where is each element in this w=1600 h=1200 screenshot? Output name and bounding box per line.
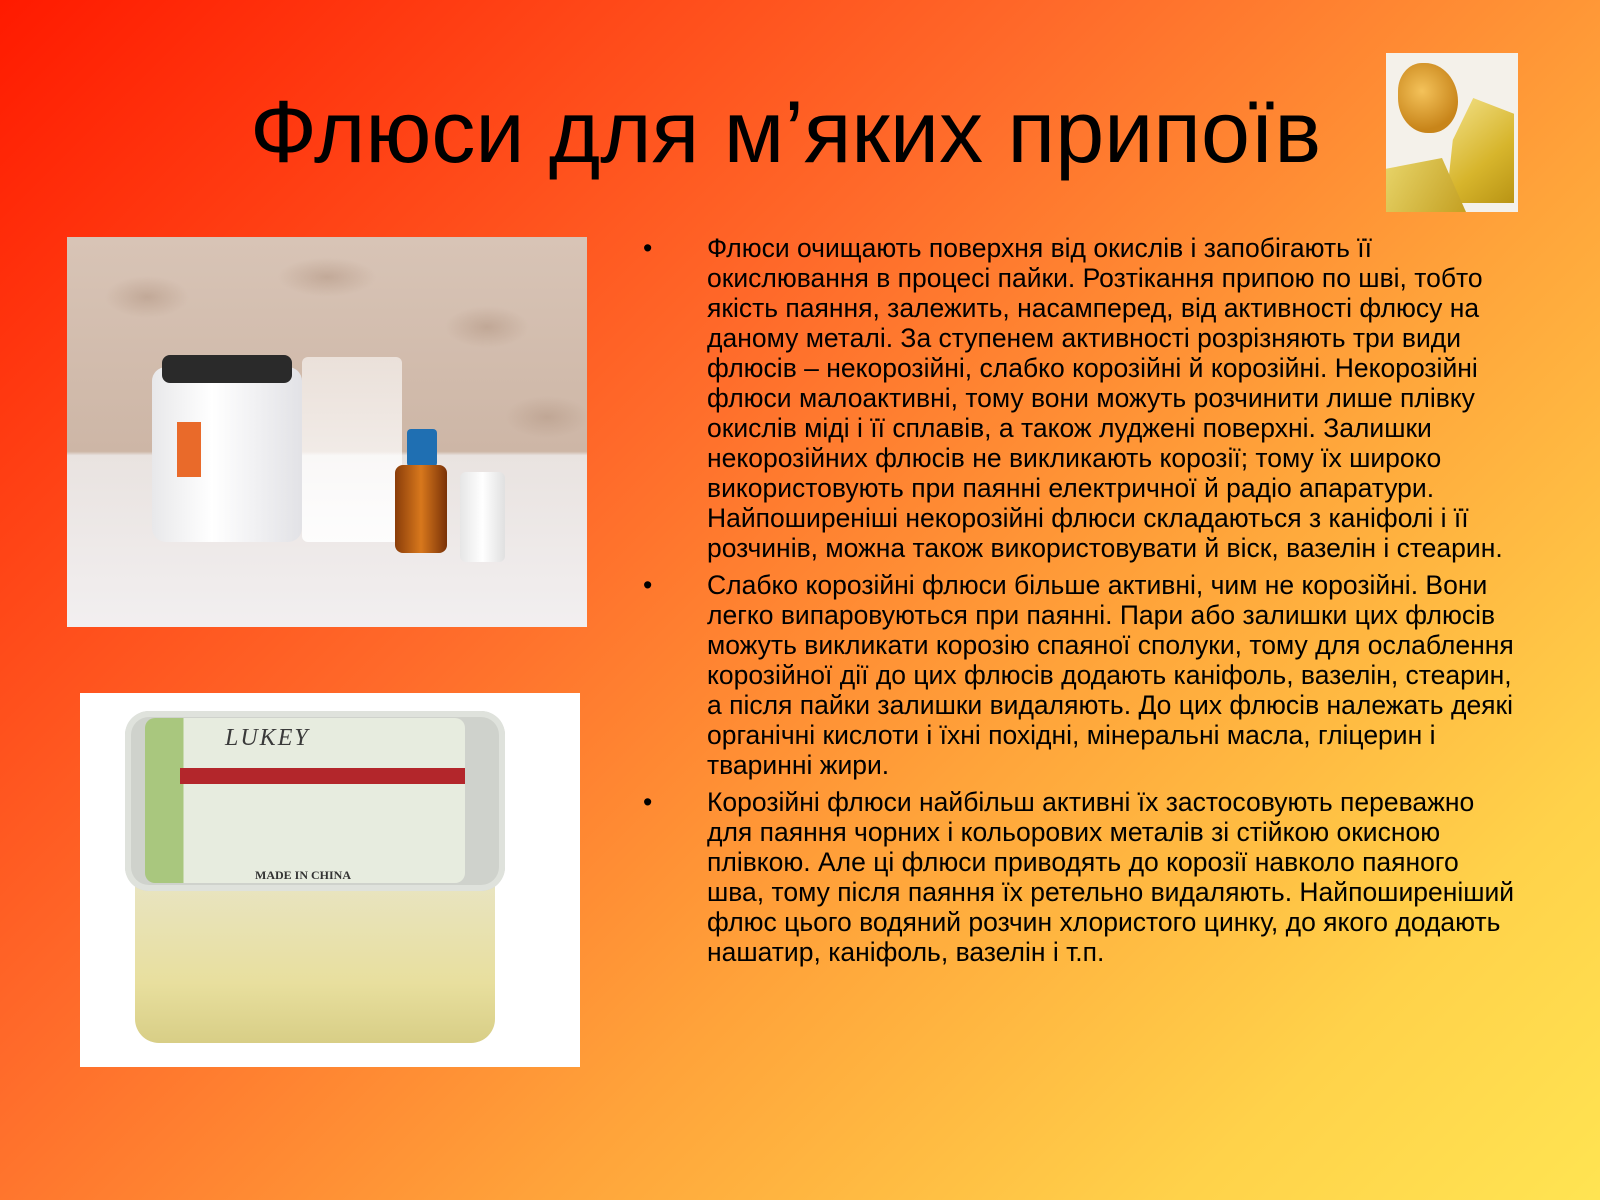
white-jar xyxy=(152,367,302,542)
soldering-paste-photo xyxy=(80,693,580,1067)
list-item xyxy=(640,787,1520,967)
slide-title: Флюси для м’яких припоїв xyxy=(250,82,1322,181)
rosin-photo xyxy=(1386,53,1518,212)
powder-bag xyxy=(302,357,402,542)
brown-bottle xyxy=(395,465,447,553)
bullet-text: Слабко корозійні флюси більше активні, чим не корозійні. Вони легко випаровуються при паянні. Пари або залишки цих флюсів можуть викликати корозію спаяної сполуки, тому для ослаблення корозійної дії до цих флюсів додають каніфоль, вазелін, стеарин, а після пайки залишки видаляють. До цих флюсів належать деякі органічні кислоти і їхні похідні, мінеральні масла, гліцерин і тваринні жири. xyxy=(707,570,1514,780)
flux-jars-photo xyxy=(67,237,587,627)
jar-lid xyxy=(162,355,292,383)
white-bottle xyxy=(460,472,505,562)
paste-brand: LUKEY xyxy=(225,725,310,751)
bullet-icon: • xyxy=(643,570,653,600)
list-item xyxy=(640,233,1520,563)
bottle-cap xyxy=(407,429,437,467)
bullet-list xyxy=(640,233,1520,974)
hazard-label xyxy=(177,422,201,477)
bullet-text: Флюси очищають поверхня від окислів і запобігають її окислювання в процесі пайки. Розтікання припою по шві, тобто якість паяння, залежить, насамперед, від активності флюсу на даному металі. За ступенем активності розрізняють три види флюсів – некорозійні, слабко корозійні й корозійні. Некорозійні флюси малоактивні, тому вони можуть розчинити лише плівку окислів міді і її сплавів, а також луджені поверхні. Залишки некорозійних флюсів не викликають корозії; тому їх широко використовують при паянні електричної й радіо апаратури. Найпоширеніші некорозійні флюси складаються з каніфолі і її розчинів, можна також використовувати й віск, вазелін і стеарин. xyxy=(707,233,1503,563)
bullet-text: Корозійні флюси найбільш активні їх застосовують переважно для паяння чорних і кольорових металів зі стійкою окисною плівкою. Але ці флюси приводять до корозії навколо паяного шва, тому після паяння їх ретельно видаляють. Найпоширеніший флюс цього водяний розчин хлористого цинку, до якого додають нашатир, каніфоль, вазелін і т.п. xyxy=(707,787,1515,967)
rosin-piece xyxy=(1446,98,1514,203)
list-item xyxy=(640,570,1520,780)
bullet-icon: • xyxy=(643,233,653,263)
paste-origin: MADE IN CHINA xyxy=(255,868,351,882)
bullet-icon: • xyxy=(643,787,653,817)
rosin-piece xyxy=(1398,63,1458,133)
paste-label-stripe xyxy=(180,768,465,784)
